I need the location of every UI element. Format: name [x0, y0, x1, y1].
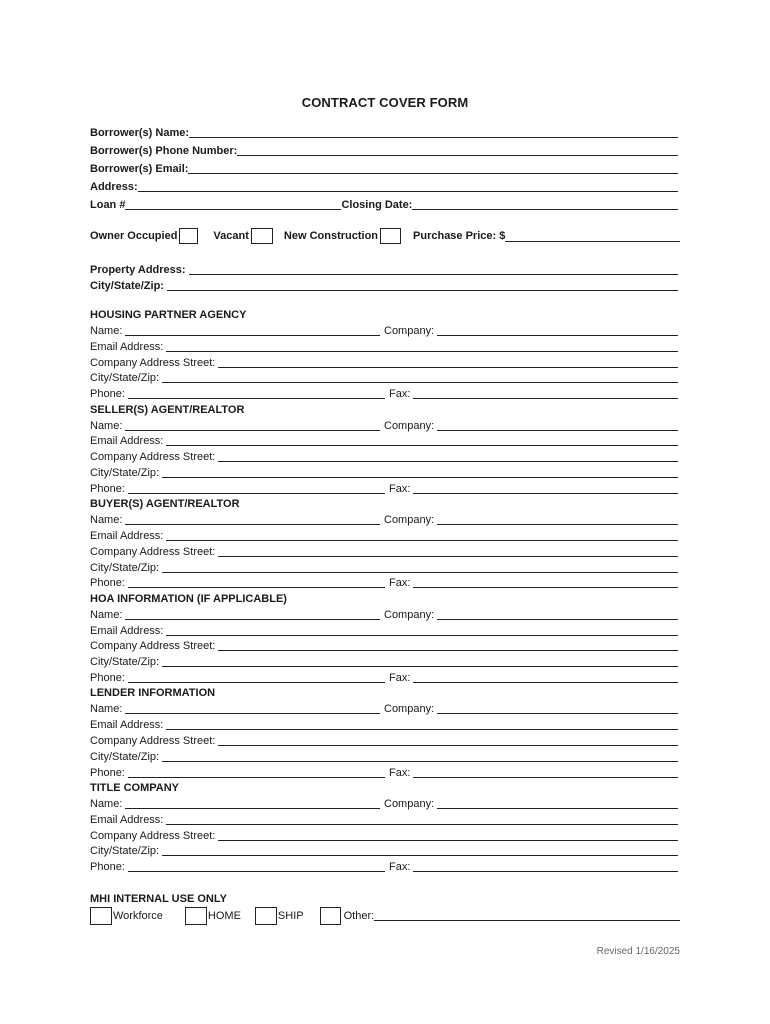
company-street-segment — [90, 546, 678, 559]
fax-label: Fax: — [389, 388, 411, 401]
company-street-row — [90, 733, 678, 748]
name-row — [90, 701, 678, 716]
company-segment — [384, 703, 678, 716]
email-label: Email Address: — [90, 624, 164, 637]
name-segment — [90, 703, 380, 716]
vacant-label: Vacant — [213, 230, 249, 242]
loan-label: Loan # — [90, 199, 126, 211]
home-checkbox[interactable] — [185, 907, 207, 925]
company-field[interactable] — [437, 609, 678, 620]
email-field[interactable] — [166, 435, 678, 446]
company-street-label: Company Address Street: — [90, 545, 216, 558]
fax-segment — [389, 861, 678, 874]
company-street-field[interactable] — [218, 357, 678, 368]
company-street-label: Company Address Street: — [90, 451, 216, 464]
loan-row — [90, 197, 678, 212]
name-field[interactable] — [125, 514, 380, 525]
address-field[interactable] — [138, 181, 678, 192]
fax-segment — [389, 672, 678, 685]
company-label: Company: — [384, 514, 435, 527]
fax-field[interactable] — [413, 388, 678, 399]
fax-segment — [389, 483, 678, 496]
property-city-field[interactable] — [167, 280, 678, 291]
city-state-zip-field[interactable] — [162, 372, 678, 383]
phone-row — [90, 859, 678, 874]
vacant-checkbox[interactable] — [251, 228, 273, 244]
email-row — [90, 717, 678, 732]
name-row — [90, 418, 678, 433]
name-segment — [90, 609, 380, 622]
name-segment — [90, 798, 380, 811]
section-heading: HOA INFORMATION (IF APPLICABLE) — [90, 592, 287, 605]
email-row — [90, 433, 678, 448]
city-state-zip-segment — [90, 845, 678, 858]
property-city-row — [90, 278, 678, 293]
phone-row — [90, 386, 678, 401]
email-label: Email Address: — [90, 719, 164, 732]
fax-label: Fax: — [389, 766, 411, 779]
city-state-zip-field[interactable] — [162, 751, 678, 762]
occupancy-row — [90, 227, 680, 245]
city-state-zip-row — [90, 654, 678, 669]
company-field[interactable] — [437, 420, 678, 431]
fax-label: Fax: — [389, 577, 411, 590]
new-construction-label: New Construction — [283, 230, 379, 242]
company-field[interactable] — [437, 325, 678, 336]
phone-field[interactable] — [128, 672, 385, 683]
internal-use-heading: MHI INTERNAL USE ONLY — [90, 893, 227, 905]
form-title: CONTRACT COVER FORM — [301, 95, 469, 110]
borrower-phone-label: Borrower(s) Phone Number: — [90, 145, 238, 157]
city-state-zip-segment — [90, 751, 678, 764]
phone-row — [90, 765, 678, 780]
internal-use-row — [90, 907, 680, 925]
city-state-zip-field[interactable] — [162, 562, 678, 573]
company-street-segment — [90, 640, 678, 653]
fax-field[interactable] — [413, 672, 678, 683]
email-label: Email Address: — [90, 340, 164, 353]
company-street-segment — [90, 451, 678, 464]
workforce-label: Workforce — [113, 910, 163, 922]
phone-segment — [90, 672, 385, 685]
city-state-zip-field[interactable] — [162, 467, 678, 478]
company-label: Company: — [384, 798, 435, 810]
fax-field[interactable] — [413, 577, 678, 588]
email-row — [90, 528, 678, 543]
revised-date: Revised 1/16/2025 — [596, 946, 680, 957]
phone-label: Phone: — [90, 766, 125, 779]
city-state-zip-row — [90, 370, 678, 385]
name-field[interactable] — [125, 420, 380, 431]
borrower-phone-row — [90, 143, 678, 158]
phone-label: Phone: — [90, 388, 125, 401]
city-state-zip-label: City/State/Zip: — [90, 467, 160, 479]
section-heading: TITLE COMPANY — [90, 782, 180, 794]
company-street-row — [90, 449, 678, 464]
borrower-name-field[interactable] — [189, 127, 678, 138]
company-segment — [384, 609, 678, 622]
fax-field[interactable] — [413, 767, 678, 778]
company-label: Company: — [384, 325, 435, 337]
name-field[interactable] — [125, 609, 380, 620]
borrower-name-row — [90, 125, 678, 140]
city-state-zip-label: City/State/Zip: — [90, 372, 160, 385]
fax-segment — [389, 577, 678, 590]
name-segment — [90, 325, 380, 338]
fax-field[interactable] — [413, 861, 678, 872]
name-field[interactable] — [125, 798, 380, 809]
name-segment — [90, 514, 380, 527]
section-heading: HOUSING PARTNER AGENCY — [90, 309, 247, 321]
home-label: HOME — [207, 910, 241, 922]
company-street-field[interactable] — [218, 640, 678, 651]
phone-row — [90, 670, 678, 685]
city-state-zip-row — [90, 843, 678, 858]
city-state-zip-row — [90, 560, 678, 575]
phone-segment — [90, 388, 385, 401]
owner-occupied-label: Owner Occupied — [90, 230, 178, 242]
city-state-zip-segment — [90, 372, 678, 385]
phone-row — [90, 481, 678, 496]
section-heading: LENDER INFORMATION — [90, 687, 216, 700]
city-state-zip-row — [90, 465, 678, 480]
company-street-field[interactable] — [218, 546, 678, 557]
email-field[interactable] — [166, 719, 678, 730]
email-field[interactable] — [166, 341, 678, 352]
company-label: Company: — [384, 608, 435, 621]
phone-segment — [90, 577, 385, 590]
email-label: Email Address: — [90, 813, 164, 826]
company-street-segment — [90, 830, 678, 843]
email-segment — [90, 719, 678, 732]
company-field[interactable] — [437, 798, 678, 809]
company-street-segment — [90, 735, 678, 748]
property-address-field[interactable] — [189, 264, 678, 275]
property-city-label: City/State/Zip: — [90, 280, 164, 292]
phone-field[interactable] — [128, 767, 385, 778]
new-construction-checkbox[interactable] — [380, 228, 401, 244]
closing-date-label: Closing Date: — [341, 199, 413, 211]
company-street-field[interactable] — [218, 735, 678, 746]
ship-checkbox[interactable] — [255, 907, 277, 925]
other-field[interactable] — [374, 909, 680, 921]
phone-label: Phone: — [90, 577, 125, 590]
phone-label: Phone: — [90, 672, 125, 684]
email-segment — [90, 435, 678, 448]
company-street-row — [90, 355, 678, 370]
name-row — [90, 323, 678, 338]
fax-segment — [389, 388, 678, 401]
phone-segment — [90, 767, 385, 780]
phone-label: Phone: — [90, 861, 125, 874]
borrower-email-label: Borrower(s) Email: — [90, 163, 189, 175]
workforce-checkbox[interactable] — [90, 907, 112, 925]
name-label: Name: — [90, 514, 123, 527]
company-segment — [384, 798, 678, 811]
fax-label: Fax: — [389, 482, 411, 495]
email-segment — [90, 530, 678, 543]
company-segment — [384, 325, 678, 338]
name-label: Name: — [90, 325, 123, 337]
email-field[interactable] — [166, 814, 678, 825]
company-segment — [384, 420, 678, 433]
email-segment — [90, 625, 678, 638]
section-heading: SELLER(S) AGENT/REALTOR — [90, 403, 245, 416]
email-field[interactable] — [166, 625, 678, 636]
borrower-phone-field[interactable] — [237, 145, 678, 156]
phone-segment — [90, 483, 385, 496]
fax-label: Fax: — [389, 672, 411, 684]
city-state-zip-segment — [90, 467, 678, 480]
email-row — [90, 812, 678, 827]
address-row — [90, 179, 678, 194]
name-label: Name: — [90, 608, 123, 621]
phone-field[interactable] — [128, 483, 385, 494]
company-street-segment — [90, 357, 678, 370]
city-state-zip-segment — [90, 562, 678, 575]
city-state-zip-row — [90, 749, 678, 764]
email-label: Email Address: — [90, 435, 164, 448]
email-row — [90, 623, 678, 638]
company-label: Company: — [384, 419, 435, 432]
fax-segment — [389, 767, 678, 780]
borrower-email-field[interactable] — [188, 163, 678, 174]
fax-label: Fax: — [389, 861, 411, 874]
company-field[interactable] — [437, 514, 678, 525]
email-segment — [90, 341, 678, 354]
section-heading: BUYER(S) AGENT/REALTOR — [90, 498, 240, 511]
fax-field[interactable] — [413, 483, 678, 494]
closing-date-field[interactable] — [412, 199, 678, 210]
name-row — [90, 796, 678, 811]
email-row — [90, 339, 678, 354]
loan-number-field[interactable] — [125, 199, 341, 210]
phone-field[interactable] — [128, 388, 385, 399]
name-segment — [90, 420, 380, 433]
city-state-zip-label: City/State/Zip: — [90, 656, 160, 669]
company-street-field[interactable] — [218, 451, 678, 462]
city-state-zip-label: City/State/Zip: — [90, 845, 160, 858]
city-state-zip-label: City/State/Zip: — [90, 561, 160, 574]
company-street-field[interactable] — [218, 830, 678, 841]
phone-segment — [90, 861, 385, 874]
company-street-label: Company Address Street: — [90, 356, 216, 369]
company-label: Company: — [384, 703, 435, 716]
property-address-row — [90, 262, 678, 277]
company-street-row — [90, 638, 678, 653]
borrower-email-row — [90, 161, 678, 176]
owner-occupied-checkbox[interactable] — [179, 228, 198, 244]
company-street-label: Company Address Street: — [90, 829, 216, 842]
company-street-label: Company Address Street: — [90, 735, 216, 747]
email-label: Email Address: — [90, 530, 164, 542]
name-field[interactable] — [125, 703, 380, 714]
email-field[interactable] — [166, 530, 678, 541]
purchase-price-label: Purchase Price: $ — [413, 230, 506, 242]
purchase-price-field[interactable] — [505, 232, 680, 242]
company-street-row — [90, 544, 678, 559]
company-street-label: Company Address Street: — [90, 640, 216, 653]
other-label: Other: — [343, 910, 375, 922]
name-label: Name: — [90, 703, 123, 716]
borrower-name-label: Borrower(s) Name: — [90, 127, 190, 139]
company-segment — [384, 514, 678, 527]
email-segment — [90, 814, 678, 827]
phone-label: Phone: — [90, 482, 125, 495]
ship-label: SHIP — [277, 910, 304, 922]
city-state-zip-label: City/State/Zip: — [90, 750, 160, 763]
company-street-row — [90, 828, 678, 843]
name-label: Name: — [90, 798, 123, 810]
city-state-zip-field[interactable] — [162, 845, 678, 856]
name-field[interactable] — [125, 325, 380, 336]
name-label: Name: — [90, 419, 123, 432]
city-state-zip-segment — [90, 656, 678, 669]
name-row — [90, 607, 678, 622]
city-state-zip-field[interactable] — [162, 656, 678, 667]
phone-field[interactable] — [128, 577, 385, 588]
address-label: Address: — [90, 181, 138, 193]
phone-row — [90, 575, 678, 590]
property-address-label: Property Address: — [90, 264, 186, 276]
company-field[interactable] — [437, 703, 678, 714]
name-row — [90, 512, 678, 527]
phone-field[interactable] — [128, 861, 385, 872]
other-checkbox[interactable] — [320, 907, 341, 925]
